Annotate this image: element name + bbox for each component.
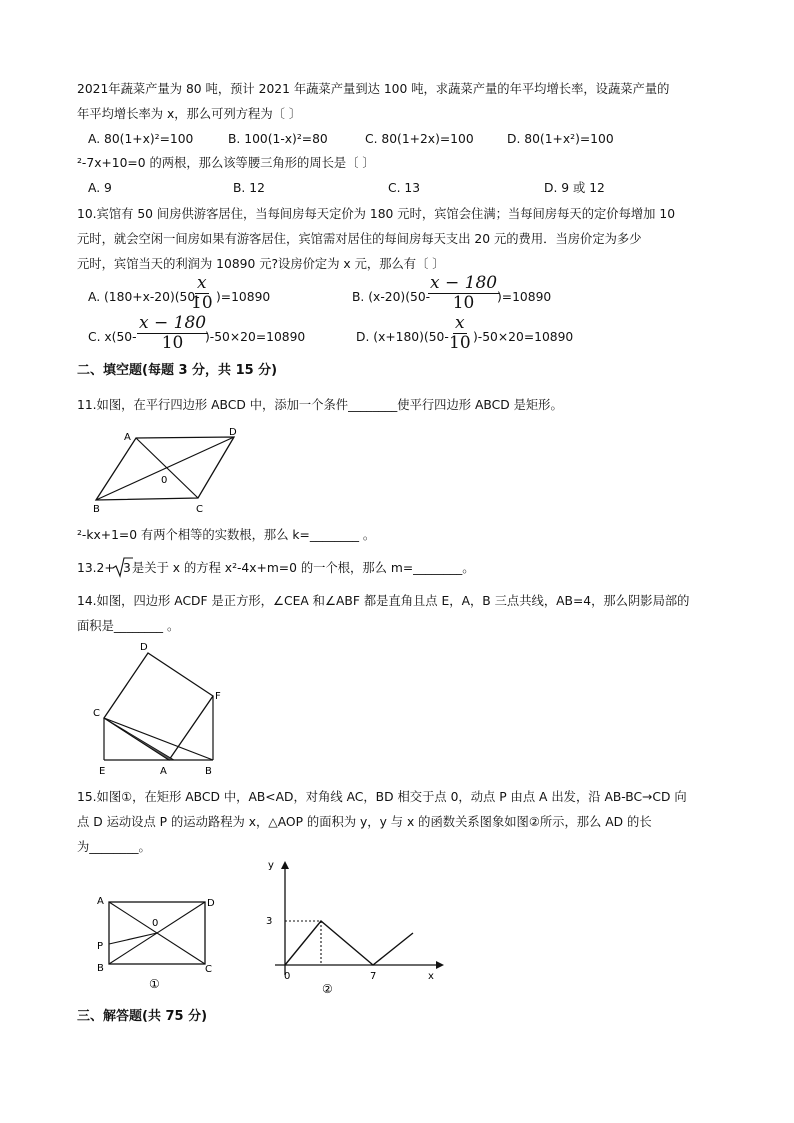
q15-line1: 15.如图①，在矩形 ABCD 中，AB<AD，对角线 AC，BD 相交于点 0，动点 P 由点 A 出发，沿 AB-BC→CD 向: [77, 790, 687, 804]
q12-text: ²-kx+1=0 有两个相等的实数根，那么 k=________ 。: [77, 528, 376, 542]
function-curve: [285, 921, 413, 965]
label-d: D: [229, 427, 237, 438]
q9b-option-b: B. 12: [233, 181, 265, 195]
caption-1: ①: [149, 977, 160, 991]
caption-2: ②: [322, 982, 333, 996]
q9-option-a: A. 80(1+x)²=100: [88, 132, 194, 146]
square-acdf: [104, 653, 213, 760]
q10-option-b-post: )=10890: [497, 290, 552, 304]
label-a: A: [124, 432, 131, 443]
q10-line2: 元时，就会空闲一间房如果有游客居住，宾馆需对居住的每间房每天支出 20 元的费用．当房价定为多少: [77, 232, 642, 246]
fraction-numerator: x − 180: [430, 273, 498, 293]
q10-option-a-pre: A. (180+x-20)(50-: [88, 290, 200, 304]
q15-rectangle-figure: [94, 892, 224, 996]
q10-line1: 10.宾馆有 50 间房供游客居住，当每间房每天定价为 180 元时，宾馆会住满；当每间房每天的定价每增加 10: [77, 207, 676, 221]
q10-option-b-pre: B. (x-20)(50-: [352, 290, 431, 304]
section3-title: 三、解答题(共 75 分): [77, 1009, 208, 1024]
label-b: B: [205, 766, 212, 777]
q14-line1: 14.如图，四边形 ACDF 是正方形，∠CEA 和∠ABF 都是直角且点 E，A，B 三点共线，AB=4，那么阴影局部的: [77, 594, 690, 608]
label-c: C: [93, 708, 100, 719]
label-y: y: [268, 860, 274, 871]
q9-line2: 年平均增长率为 x，那么可列方程为〔 〕: [77, 107, 302, 121]
q11-parallelogram-figure: [86, 424, 246, 514]
fraction-numerator: x: [197, 273, 207, 293]
fraction-denominator: 10: [449, 333, 471, 353]
fraction-numerator: x: [455, 313, 465, 333]
q11-text: 11.如图，在平行四边形 ABCD 中，添加一个条件________使平行四边形 ABCD 是矩形。: [77, 398, 563, 412]
q15-line2: 点 D 运动设点 P 的运动路程为 x，△AOP 的面积为 y，y 与 x 的函数关系图象如图②所示，那么 AD 的长: [77, 815, 652, 829]
label-b: B: [97, 963, 104, 974]
q10-option-a-fraction: [191, 274, 213, 313]
q10-option-d-pre: D. (x+180)(50-: [356, 330, 449, 344]
q13-radicand: 3: [123, 561, 131, 575]
label-o: 0: [152, 918, 159, 929]
label-zero: 0: [284, 971, 291, 982]
shaded-region: [104, 718, 174, 760]
fraction-numerator: x − 180: [139, 313, 207, 333]
q10-option-c-pre: C. x(50-: [88, 330, 137, 344]
x-axis-arrow-icon: [436, 961, 444, 969]
label-p: P: [97, 941, 104, 952]
q15-function-graph: [258, 855, 443, 1000]
q9-option-b: B. 100(1-x)²=80: [228, 132, 328, 146]
q15-line3: 为________。: [77, 840, 151, 854]
label-a: A: [97, 896, 104, 907]
label-f: F: [215, 691, 221, 702]
label-seven: 7: [370, 971, 377, 982]
q10-option-d-fraction: [449, 314, 471, 353]
label-d: D: [140, 642, 148, 653]
y-axis-arrow-icon: [281, 861, 289, 869]
label-c: C: [205, 964, 212, 975]
q10-option-d-post: )-50×20=10890: [473, 330, 574, 344]
q10-line3: 元时，宾馆当天的利润为 10890 元?设房价定为 x 元，那么有〔 〕: [77, 257, 445, 271]
q9b-option-a: A. 9: [88, 181, 112, 195]
section2-title: 二、填空题(每题 3 分，共 15 分): [77, 363, 278, 378]
fraction-denominator: 10: [191, 293, 213, 313]
q9-option-c: C. 80(1+2x)=100: [365, 132, 474, 146]
label-three: 3: [266, 916, 273, 927]
fraction-denominator: 10: [452, 293, 475, 313]
label-x: x: [428, 971, 434, 982]
q9b-option-c: C. 13: [388, 181, 421, 195]
q9-option-d: D. 80(1+x²)=100: [507, 132, 614, 146]
q10-option-c-fraction: [137, 314, 208, 353]
label-d: D: [207, 898, 215, 909]
label-a: A: [160, 766, 167, 777]
label-o: 0: [161, 475, 168, 486]
q9b-option-d: D. 9 或 12: [544, 181, 605, 195]
q9-line1: 2021年蔬菜产量为 80 吨，预计 2021 年蔬菜产量到达 100 吨，求蔬菜产量的年平均增长率，设蔬菜产量的: [77, 82, 670, 96]
q10-option-b-fraction: [428, 274, 499, 313]
q10-option-a-post: )=10890: [216, 290, 271, 304]
q14-square-figure: [92, 640, 232, 780]
q13-post: 是关于 x 的方程 x²-4x+m=0 的一个根，那么 m=________。: [132, 561, 475, 575]
label-b: B: [93, 504, 100, 515]
fraction-denominator: 10: [161, 333, 184, 353]
q14-line2: 面积是________ 。: [77, 619, 180, 633]
label-c: C: [196, 504, 203, 515]
q10-option-c-post: )-50×20=10890: [205, 330, 306, 344]
q13-pre: 13.2+: [77, 561, 115, 575]
segment-po: [109, 933, 157, 944]
label-e: E: [99, 766, 106, 777]
q9b-line: ²-7x+10=0 的两根，那么该等腰三角形的周长是〔 〕: [77, 156, 375, 170]
